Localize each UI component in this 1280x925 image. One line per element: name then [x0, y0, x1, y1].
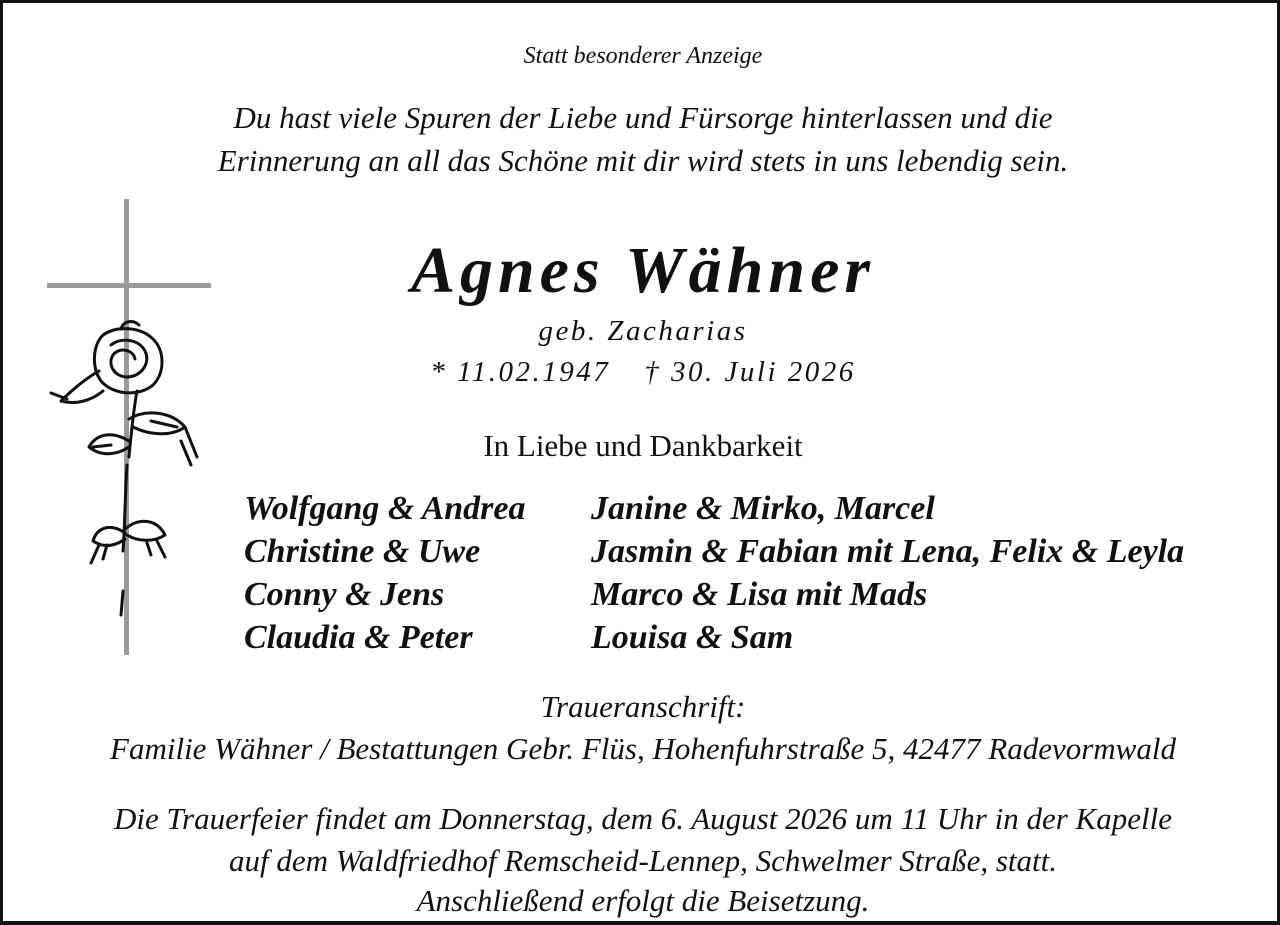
mourner-entry: Louisa & Sam [591, 619, 794, 656]
deceased-name: Agnes Wähner [410, 234, 876, 307]
maiden-name: geb. Zacharias [538, 315, 748, 347]
birth-date: * 11.02.1947 [430, 356, 611, 388]
mourner-entry: Marco & Lisa mit Mads [591, 576, 928, 613]
address-label: Traueranschrift: [540, 689, 746, 724]
funeral-line-2: auf dem Waldfriedhof Remscheid-Lennep, Schwelmer Straße, statt. [229, 843, 1057, 878]
mourner-entry: Jasmin & Fabian mit Lena, Felix & Leyla [591, 533, 1185, 570]
thanks-line: In Liebe und Dankbarkeit [483, 428, 803, 463]
verse-line-2: Erinnerung an all das Schöne mit dir wird stets in uns lebendig sein. [217, 143, 1069, 178]
verse-line-1: Du hast viele Spuren der Liebe und Fürsorge hinterlassen und die [233, 100, 1053, 135]
mourner-entry: Christine & Uwe [244, 533, 481, 570]
mourner-entry: Conny & Jens [244, 576, 445, 613]
mourners-left-column [244, 487, 525, 659]
funeral-line-3: Anschließend erfolgt die Beisetzung. [416, 883, 870, 918]
mourner-entry: Wolfgang & Andrea [244, 490, 526, 527]
notice-kicker: Statt besonderer Anzeige [523, 43, 763, 69]
death-date: † 30. Juli 2026 [644, 356, 856, 388]
mourner-entry: Claudia & Peter [244, 619, 473, 656]
mourners-right-column [591, 487, 1184, 659]
life-dates [3, 356, 1280, 389]
funeral-line-1: Die Trauerfeier findet am Donnerstag, dem 6. August 2026 um 11 Uhr in der Kapelle [114, 801, 1172, 836]
mourner-entry: Janine & Mirko, Marcel [591, 490, 935, 527]
mourning-address: Familie Wähner / Bestattungen Gebr. Flüs, Hohenfuhrstraße 5, 42477 Radevormwald [110, 731, 1176, 766]
